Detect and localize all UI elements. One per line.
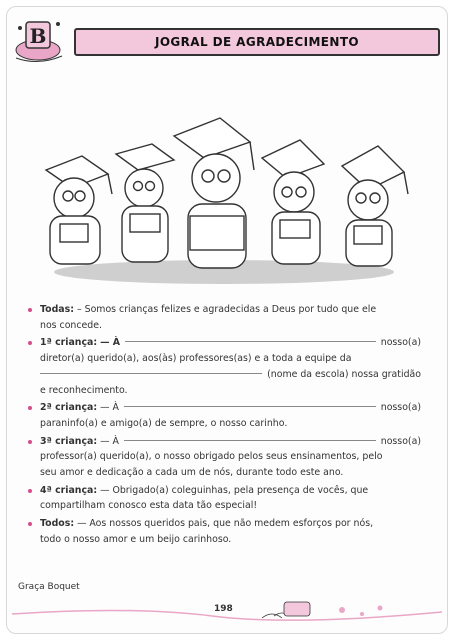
child-1 [46, 156, 112, 264]
item-crianca-2 [26, 400, 421, 431]
item-lead: — À [100, 402, 119, 414]
header [12, 16, 440, 68]
page-number: 198 [214, 604, 233, 614]
item-crianca-1 [26, 335, 421, 398]
item-label: 4ª criança: [40, 484, 98, 496]
item-line: seu amor e dedicação a cada um de nós, durante todo este ano. [40, 467, 344, 479]
item-line: nos concede. [40, 319, 102, 331]
item-crianca-3 [26, 434, 421, 481]
page-title: JOGRAL DE AGRADECIMENTO [154, 35, 360, 49]
item-line: e reconhecimento. [40, 384, 128, 396]
item-line: todo o nosso amor e um beijo carinhoso. [40, 533, 232, 545]
item-label: 3ª criança: [40, 435, 98, 447]
item-line: — Aos nossos queridos pais, que não medem esforços por nós, [77, 518, 374, 530]
graduating-children-illustration [24, 112, 424, 290]
item-label: Todos: [40, 518, 75, 530]
item-todos [26, 516, 421, 547]
item-line: professor(a) querido(a), o nosso obrigado pelos seus ensinamentos, pelo [40, 451, 383, 463]
child-4 [262, 140, 324, 264]
child-2 [116, 144, 174, 262]
item-lead: — À [100, 337, 120, 349]
title-bar [74, 28, 440, 56]
child-3 [174, 118, 254, 268]
blank-line [124, 439, 376, 441]
school-suffix: (nome da escola) nossa gratidão [267, 368, 421, 380]
item-label: 1ª criança: [40, 337, 98, 349]
jogral-text [26, 302, 421, 550]
blank-line [125, 340, 376, 342]
child-5 [342, 146, 408, 266]
item-line: paraninfo(a) e amigo(a) de sempre, o nosso carinho. [40, 417, 288, 429]
item-line: compartilham conosco esta data tão especial! [40, 500, 258, 512]
item-label: 2ª criança: [40, 402, 98, 414]
item-line: — Obrigado(a) coleguinhas, pela presença de vocês, que [100, 484, 369, 496]
item-tail: nosso(a) [380, 337, 421, 349]
item-tail: nosso(a) [380, 435, 421, 447]
item-tail: nosso(a) [380, 402, 421, 414]
item-crianca-4 [26, 483, 421, 514]
item-label: Todas: [40, 304, 74, 315]
author-credit: Graça Boquet [18, 582, 80, 592]
item-todas [26, 302, 421, 333]
blank-line [40, 372, 262, 374]
blank-line [124, 405, 376, 407]
logo-letter: B [29, 24, 47, 48]
item-line: diretor(a) querido(a), aos(às) professores(as) e a toda a equipe da [40, 353, 352, 365]
item-lead: — À [100, 435, 119, 447]
item-line: – Somos crianças felizes e agradecidas a Deus por tudo que ele [76, 304, 377, 315]
